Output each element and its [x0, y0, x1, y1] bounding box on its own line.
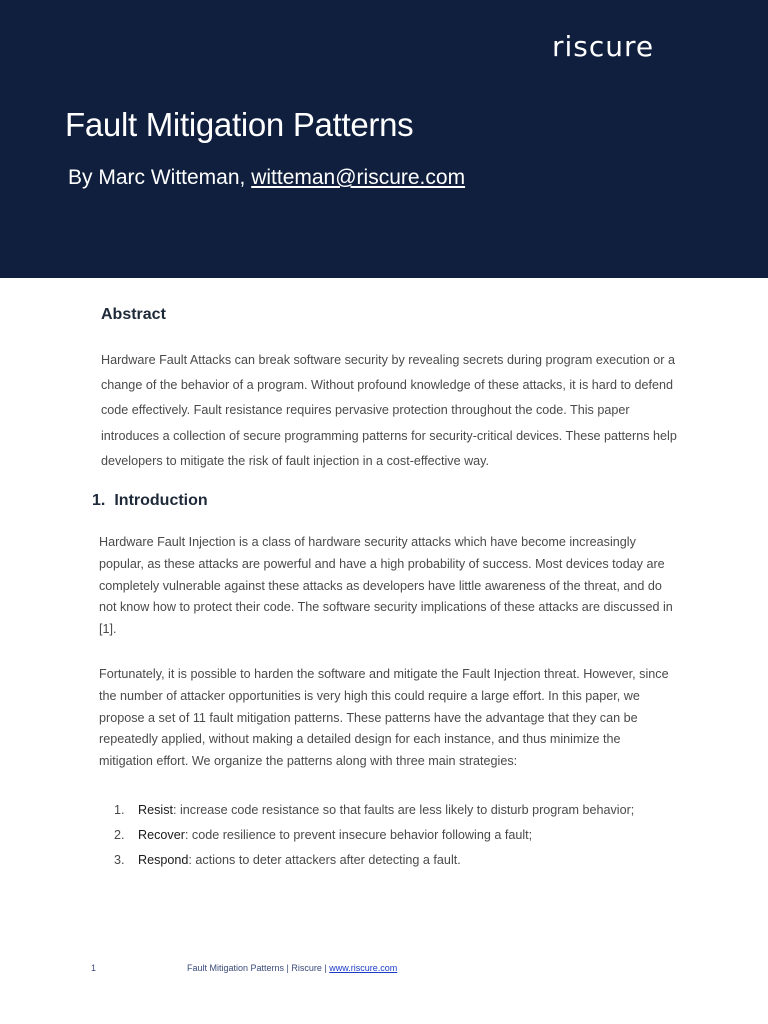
intro-paragraph-2: Fortunately, it is possible to harden the software and mitigate the Fault Injection threat. However, since the number of attacker opportunities is very high this could require a large effort. In this paper, we propose a set of 11 fault mitigation patterns. These patterns have the advantage that they can be repeatedly applied, without making a detailed design for each instance, and thus minimize the mitigation effort. We organize the patterns along with three main strategies:	[99, 667, 669, 769]
footer-text	[187, 963, 397, 973]
website-link[interactable]: www.riscure.com	[329, 963, 398, 973]
strategy-description: : code resilience to prevent insecure behavior following a fault;	[184, 828, 533, 842]
list-item	[114, 823, 634, 848]
section-number: 1.	[92, 492, 106, 509]
strategy-term: Respond	[138, 853, 189, 867]
strategy-description: : increase code resistance so that faults are less likely to disturb program behavior;	[173, 803, 635, 817]
introduction-heading	[92, 492, 208, 510]
strategy-list	[114, 798, 634, 873]
page-number: 1	[91, 963, 97, 973]
list-item-number: 1.	[114, 803, 125, 817]
intro-paragraph-1: Hardware Fault Injection is a class of hardware security attacks which have become increasingly popular, as these attacks are powerful and have a high probability of success. Most devices today are completely vulnerable against these attacks as developers have little awareness of the threat, and do not know how to protect their code. The software security implications of these attacks are discussed in [1].	[99, 535, 673, 637]
list-item	[114, 848, 634, 873]
author-byline	[68, 166, 465, 190]
list-item-number: 2.	[114, 828, 125, 842]
header-banner	[0, 0, 768, 278]
riscure-logo: riscure	[552, 30, 655, 63]
list-item-number: 3.	[114, 853, 125, 867]
page-title: Fault Mitigation Patterns	[65, 106, 414, 143]
section-title: Introduction	[114, 492, 208, 509]
strategy-description: : actions to deter attackers after detecting a fault.	[188, 853, 461, 867]
strategy-term: Resist	[138, 803, 173, 817]
abstract-text: Hardware Fault Attacks can break software security by revealing secrets during program execution or a change of the behavior of a program. Without profound knowledge of these attacks, it is hard to defend code effectively. Fault resistance requires pervasive protection throughout the code. This paper introduces a collection of secure programming patterns for security-critical devices. These patterns help developers to mitigate the risk of fault injection in a cost-effective way.	[101, 353, 677, 468]
list-item	[114, 798, 634, 823]
strategy-term: Recover	[138, 828, 185, 842]
author-name: By Marc Witteman,	[68, 166, 252, 189]
abstract-heading: Abstract	[101, 306, 166, 323]
author-email-link[interactable]: witteman@riscure.com	[251, 166, 466, 189]
footer-label: Fault Mitigation Patterns | Riscure |	[187, 963, 330, 973]
